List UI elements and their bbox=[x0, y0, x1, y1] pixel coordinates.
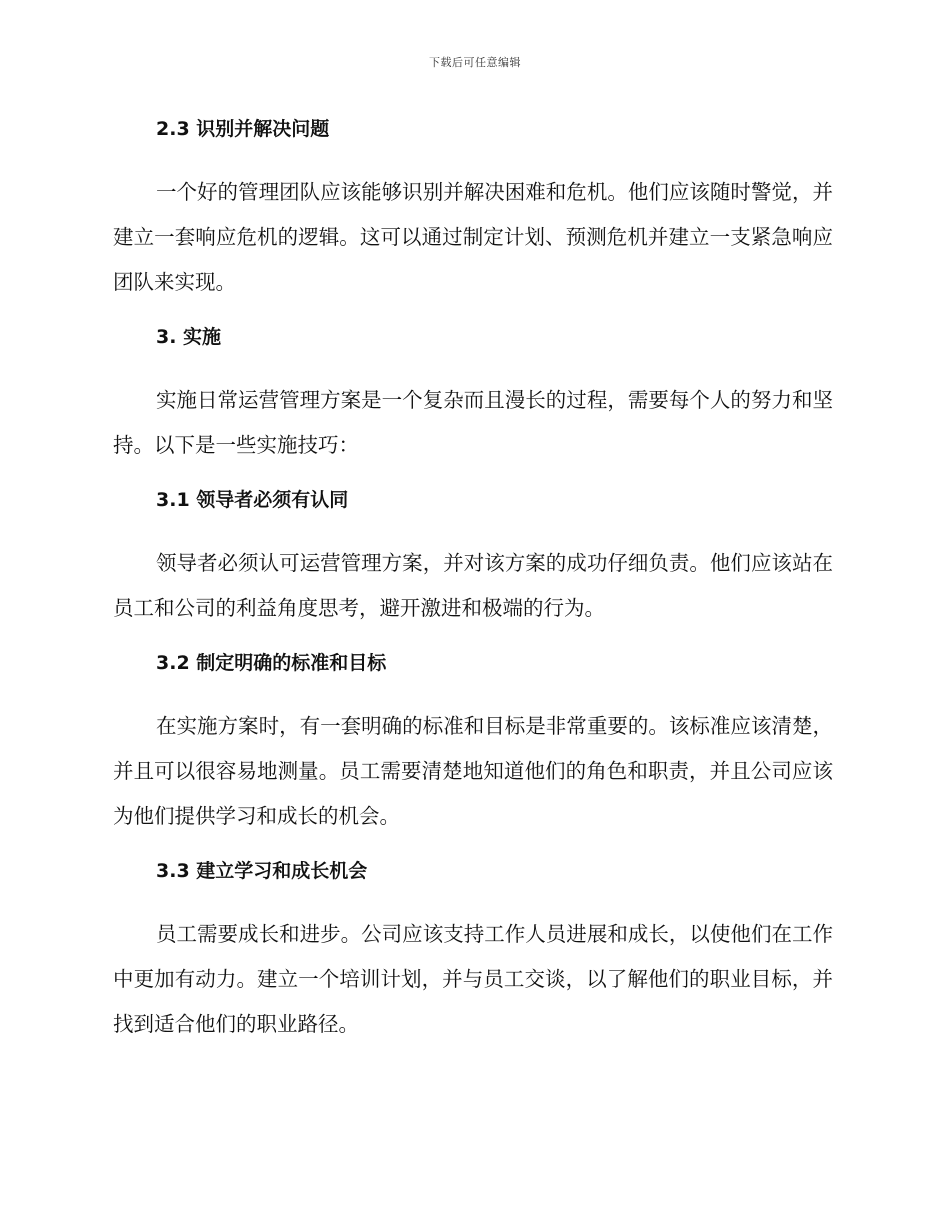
header-note: 下载后可任意编辑 bbox=[429, 56, 521, 69]
section-heading: 3. 实施 bbox=[156, 326, 222, 348]
section-paragraph: 实施日常运营管理方案是一个复杂而且漫长的过程，需要每个人的努力和坚持。以下是一些实施技巧： bbox=[113, 388, 833, 457]
section-heading: 3.3 建立学习和成长机会 bbox=[156, 860, 368, 882]
section-heading: 3.1 领导者必须有认同 bbox=[156, 489, 349, 511]
section-paragraph: 一个好的管理团队应该能够识别并解决困难和危机。他们应该随时警觉，并建立一套响应危机的逻辑。这可以通过制定计划、预测危机并建立一支紧急响应团队来实现。 bbox=[113, 180, 833, 294]
section-heading: 2.3 识别并解决问题 bbox=[156, 118, 330, 140]
document-body bbox=[113, 112, 833, 1047]
section-paragraph: 在实施方案时，有一套明确的标准和目标是非常重要的。该标准应该清楚，并且可以很容易地测量。员工需要清楚地知道他们的角色和职责，并且公司应该为他们提供学习和成长的机会。 bbox=[113, 714, 833, 828]
section-paragraph: 领导者必须认可运营管理方案，并对该方案的成功仔细负责。他们应该站在员工和公司的利益角度思考，避开激进和极端的行为。 bbox=[113, 551, 833, 620]
section-paragraph: 员工需要成长和进步。公司应该支持工作人员进展和成长，以使他们在工作中更加有动力。建立一个培训计划，并与员工交谈，以了解他们的职业目标，并找到适合他们的职业路径。 bbox=[113, 922, 833, 1036]
section-heading: 3.2 制定明确的标准和目标 bbox=[156, 652, 387, 674]
